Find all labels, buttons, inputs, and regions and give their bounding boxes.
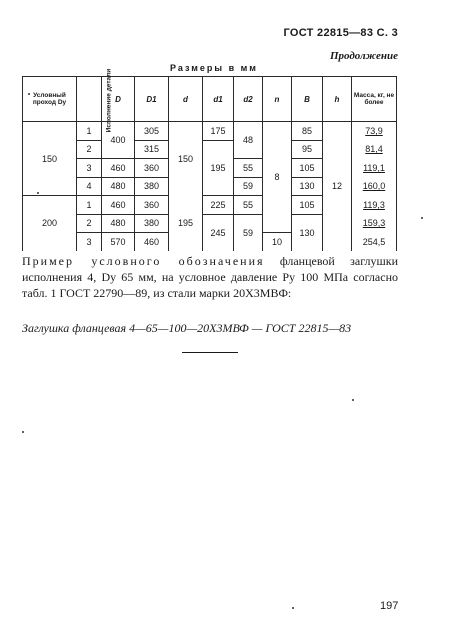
cell-version: 2 [77, 214, 102, 233]
cell-n: 8 [263, 122, 292, 233]
cell-mass: 159,3 [352, 214, 397, 233]
page-number: 197 [380, 600, 399, 612]
col-header-version [77, 68, 113, 132]
scan-speck [28, 93, 30, 95]
cell-version: 3 [77, 159, 102, 178]
col-header-version-text: Исполнение детали [105, 68, 113, 132]
scan-speck [352, 399, 354, 401]
cell-d2: 59 [234, 214, 263, 251]
col-header-B: B [292, 77, 323, 122]
cell-B: 105 [292, 159, 323, 178]
designation-code: Заглушка фланцевая 4—65—100—20Х3МВФ — ГОСТ 22815—83 [22, 321, 352, 335]
cell-D1: 315 [135, 140, 169, 159]
cell-D1: 305 [135, 122, 169, 141]
cell-D: 480 [102, 214, 135, 233]
col-header-d2: d2 [234, 77, 263, 122]
cell-B: 130 [292, 177, 323, 196]
cell-d: 150 [169, 122, 203, 196]
example-heading: Пример условного обозначения [22, 254, 265, 268]
cell-version: 3 [77, 233, 102, 251]
cell-version: 1 [77, 122, 102, 141]
cell-d1: 195 [203, 140, 234, 196]
scan-speck [292, 607, 294, 609]
cell-mass: 73,9 [352, 122, 397, 141]
cell-B: 85 [292, 122, 323, 141]
cell-mass: 160,0 [352, 177, 397, 196]
cell-d2: 55 [234, 159, 263, 178]
col-header-nominal-bore: Условный проход Dу [23, 77, 77, 122]
cell-d1: 245 [203, 214, 234, 251]
cell-mass: 254,5 [352, 233, 397, 251]
cell-h: 12 [323, 122, 352, 251]
cell-D: 480 [102, 177, 135, 196]
col-header-d: d [169, 77, 203, 122]
cell-n: 10 [263, 233, 292, 251]
table-header-row [23, 77, 397, 122]
cell-D: 460 [102, 159, 135, 178]
cell-nominal-bore: 200 [23, 196, 77, 251]
table-row [23, 122, 397, 141]
cell-d1: 175 [203, 122, 234, 141]
cell-B: 95 [292, 140, 323, 159]
standard-header: ГОСТ 22815—83 С. 3 [283, 27, 398, 39]
cell-version: 2 [77, 140, 102, 159]
cell-d: 195 [169, 196, 203, 251]
cell-version: 4 [77, 177, 102, 196]
cell-D1: 460 [135, 233, 169, 251]
dimensions-caption: Размеры в мм [170, 63, 258, 73]
cell-nominal-bore: 150 [23, 122, 77, 196]
col-header-D: D [102, 77, 135, 122]
cell-d2: 55 [234, 196, 263, 215]
cell-D: 570 [102, 233, 135, 251]
cell-B: 105 [292, 196, 323, 215]
cell-D1: 380 [135, 214, 169, 233]
cell-D1: 360 [135, 196, 169, 215]
cell-mass: 81,4 [352, 140, 397, 159]
cell-D: 460 [102, 196, 135, 215]
scan-speck [37, 192, 39, 194]
cell-d2: 48 [234, 122, 263, 159]
cell-mass: 119,3 [352, 196, 397, 215]
continuation-label: Продолжение [329, 50, 398, 62]
cell-d1: 225 [203, 196, 234, 215]
cell-B: 130 [292, 214, 323, 251]
scan-speck [22, 431, 24, 433]
col-header-d1: d1 [203, 77, 234, 122]
cell-D: 400 [102, 122, 135, 159]
cell-d2: 59 [234, 177, 263, 196]
cell-D1: 360 [135, 159, 169, 178]
cell-version: 1 [77, 196, 102, 215]
scan-speck [421, 217, 423, 219]
col-header-n: n [263, 77, 292, 122]
example-text: фланцевой заглушки исполнения 4, Dу 65 мм, на условное давление Pу 100 МПа согласно табл. 1 ГОСТ 22790—89, из стали марки 20Х3МВФ: [22, 254, 399, 300]
cell-D1: 380 [135, 177, 169, 196]
separator-rule [182, 352, 238, 353]
col-header-h: h [323, 77, 352, 122]
cell-mass: 119,1 [352, 159, 397, 178]
col-header-mass: Масса, кг, не более [352, 77, 397, 122]
col-header-D1: D1 [135, 77, 169, 122]
designation-example-paragraph [22, 253, 398, 301]
